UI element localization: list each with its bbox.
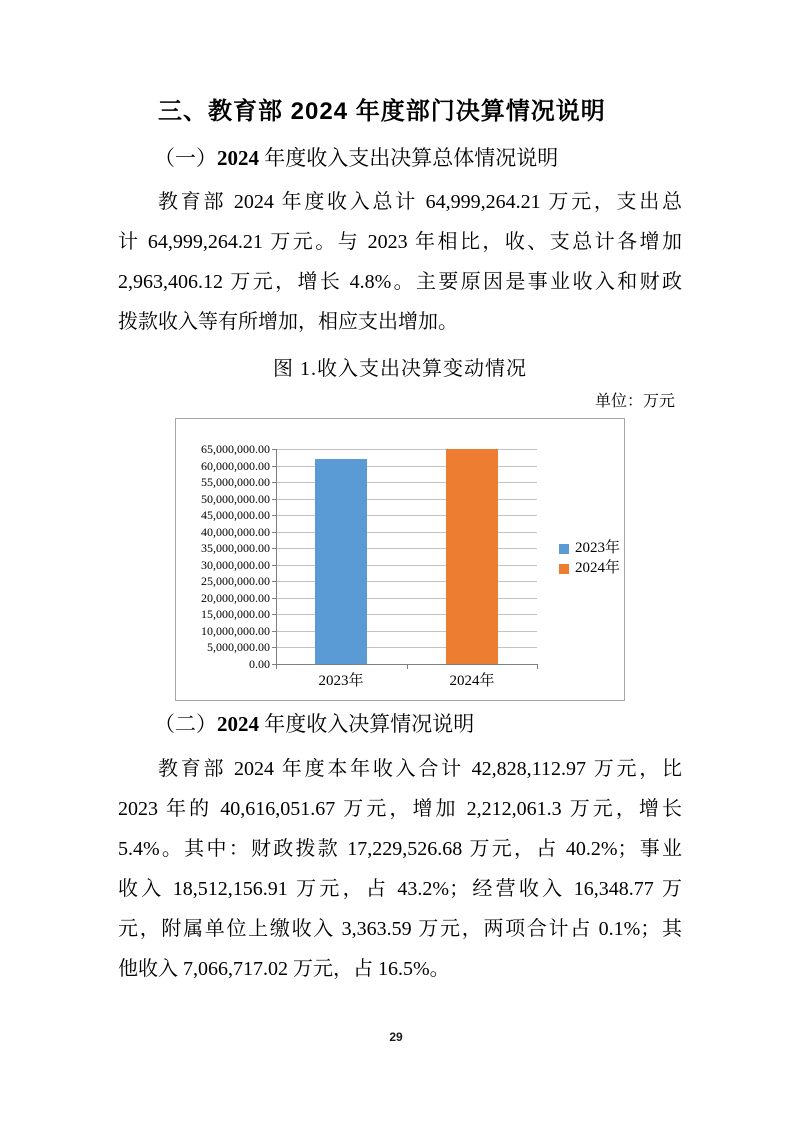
x-axis-category-label: 2023年 — [318, 673, 364, 689]
paragraph-2-line: 他收入 7,066,717.02 万元，占 16.5%。 — [118, 958, 450, 980]
y-axis-tick-label: 40,000,000.00 — [201, 525, 270, 539]
legend-swatch — [559, 564, 569, 574]
paragraph-2-line: 教育部 2024 年度本年收入合计 42,828,112.97 万元，比 — [158, 758, 682, 780]
legend-swatch — [559, 544, 569, 554]
y-axis-line — [276, 449, 277, 664]
y-axis-tick-label: 55,000,000.00 — [201, 475, 270, 489]
x-axis-category-label: 2024年 — [449, 673, 495, 689]
bar-2024年 — [446, 449, 498, 664]
legend-label: 2024年 — [575, 560, 621, 576]
y-axis-tick-label: 35,000,000.00 — [201, 541, 270, 555]
y-axis-tick-label: 65,000,000.00 — [201, 442, 270, 456]
x-axis-tick — [537, 664, 538, 669]
figure-caption: 图 1.收入支出决算变动情况 — [273, 358, 527, 380]
paragraph-2-line: 5.4%。其中：财政拨款 17,229,526.68 万元，占 40.2%；事业 — [118, 838, 682, 860]
subsection-heading-1-number: 2024 — [217, 146, 259, 170]
x-axis-tick — [407, 664, 408, 669]
paragraph-2-line: 2023 年的 40,616,051.67 万元，增加 2,212,061.3 万元，增长 — [118, 798, 682, 820]
paragraph-1-line: 教育部 2024 年度收入总计 64,999,264.21 万元，支出总 — [158, 191, 682, 213]
paragraph-1-line: 计 64,999,264.21 万元。与 2023 年相比，收、支总计各增加 — [118, 231, 682, 253]
figure-unit-label: 单位：万元 — [594, 393, 675, 410]
y-axis-tick-label: 45,000,000.00 — [201, 508, 270, 522]
y-axis-tick-label: 50,000,000.00 — [201, 492, 270, 506]
y-axis-tick-label: 25,000,000.00 — [201, 574, 270, 588]
page-number: 29 — [389, 1030, 403, 1044]
legend-label: 2023年 — [575, 540, 621, 556]
paragraph-1-line: 2,963,406.12 万元，增长 4.8%。主要原因是事业收入和财政 — [118, 271, 682, 293]
y-axis-tick-label: 15,000,000.00 — [201, 607, 270, 621]
subsection-heading-2-number: 2024 — [217, 712, 259, 736]
y-axis-tick-label: 30,000,000.00 — [201, 558, 270, 572]
paragraph-2-line: 元，附属单位上缴收入 3,363.59 万元，两项合计占 0.1%；其 — [118, 918, 682, 940]
section-title: 三、教育部 2024 年度部门决算情况说明 — [158, 98, 606, 125]
paragraph-1-line: 拨款收入等有所增加，相应支出增加。 — [118, 311, 458, 333]
subsection-heading-2-prefix: （二） — [154, 712, 217, 736]
y-axis-tick-label: 20,000,000.00 — [201, 591, 270, 605]
subsection-heading-2 — [154, 704, 474, 744]
subsection-heading-1-text: 年度收入支出决算总体情况说明 — [259, 146, 559, 170]
bar-chart — [175, 418, 625, 701]
y-axis-tick-label: 10,000,000.00 — [201, 624, 270, 638]
y-axis-tick-label: 0.00 — [249, 657, 270, 671]
x-axis-tick — [276, 664, 277, 669]
subsection-heading-2-text: 年度收入决算情况说明 — [259, 712, 475, 736]
bar-2023年 — [315, 459, 367, 664]
y-axis-tick-label: 5,000,000.00 — [207, 640, 270, 654]
y-axis-tick-label: 60,000,000.00 — [201, 459, 270, 473]
paragraph-2-line: 收入 18,512,156.91 万元，占 43.2%；经营收入 16,348.77 万 — [118, 878, 682, 900]
subsection-heading-1 — [154, 138, 558, 178]
subsection-heading-1-prefix: （一） — [154, 146, 217, 170]
